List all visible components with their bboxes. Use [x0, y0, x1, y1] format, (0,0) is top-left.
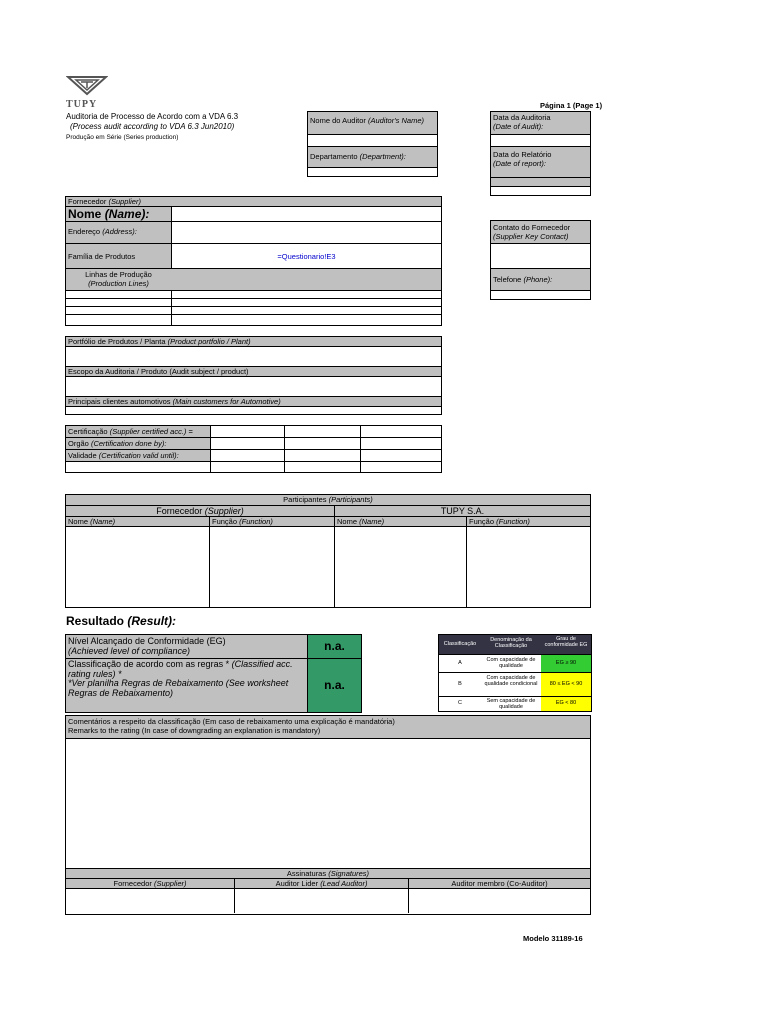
- col-function-supplier-text: Função: [212, 517, 238, 526]
- classification-note: *Ver planilha Regras de Rebaixamento (See worksheet Regras de Rebaixamento): [68, 678, 289, 698]
- col-function-tupy: [467, 517, 590, 526]
- sig-supplier-text: Fornecedor: [113, 879, 152, 888]
- department-field[interactable]: [308, 168, 437, 176]
- participants-entry-area[interactable]: [66, 527, 590, 607]
- col-function-supplier-text-en: (Function): [239, 517, 273, 526]
- address-label: [66, 222, 171, 243]
- audit-date-label: [491, 112, 590, 134]
- address-text-en: (Address):: [102, 227, 137, 236]
- participants-supplier-text-en: (Supplier): [204, 506, 244, 516]
- sig-supplier-text-en: (Supplier): [153, 879, 187, 888]
- production-lines-label: [66, 269, 441, 290]
- classification-value: n.a.: [308, 659, 361, 712]
- phone-text-en: (Phone):: [523, 275, 553, 284]
- classification-text: Classificação de acordo com as regras *: [68, 659, 230, 669]
- production-lines-text-en: (Production Lines): [88, 279, 149, 288]
- audit-scope-field[interactable]: [66, 377, 441, 396]
- certification-box: [65, 425, 442, 473]
- portfolio-text: Portfólio de Produtos / Planta: [68, 337, 166, 346]
- address-field[interactable]: [172, 222, 441, 243]
- participants-header: [66, 495, 590, 505]
- rating-row-c: [438, 697, 592, 712]
- main-customers-label: [66, 397, 441, 406]
- department-text: Departamento: [310, 152, 358, 161]
- certifier-label: [66, 438, 210, 449]
- rating-header-class: Classificação: [443, 641, 477, 647]
- classification-text-en: (Classified acc. rating rules) *: [68, 659, 293, 679]
- auditor-name-field[interactable]: [308, 135, 437, 146]
- supplier-name-text-en: (Name):: [104, 207, 150, 221]
- phone-field[interactable]: [491, 291, 590, 299]
- certifier-text: Orgão: [68, 439, 89, 448]
- comments-header-en: Remarks to the rating (In case of downgrading an explanation is mandatory): [68, 726, 321, 735]
- supplier-header-text: Fornecedor: [68, 197, 107, 206]
- validity-label: [66, 450, 210, 461]
- rating-row-a-class: A: [458, 660, 462, 666]
- rating-header-grade: Grau de conformidade EG: [544, 636, 588, 648]
- validity-text-en: (Certification valid until):: [98, 451, 179, 460]
- department-label: [308, 147, 437, 167]
- main-customers-text: Principais clientes automotivos: [68, 397, 171, 406]
- rating-row-c-class: C: [458, 700, 462, 706]
- result-title-text-en: (Result):: [127, 614, 177, 628]
- rating-row-a: [438, 655, 592, 673]
- signatures-header: [66, 869, 590, 878]
- production-lines-text: Linhas de Produção: [85, 270, 152, 279]
- page-label: Página 1 (Page 1): [540, 101, 603, 110]
- col-function-tupy-text: Função: [469, 517, 495, 526]
- col-name-tupy-text-en: (Name): [359, 517, 385, 526]
- auditor-box: [307, 111, 438, 177]
- report-date-field[interactable]: [491, 178, 590, 186]
- sig-supplier-field[interactable]: [66, 889, 234, 913]
- supplier-contact-text-en: (Supplier Key Contact): [493, 232, 569, 241]
- auditor-name-text: Nome do Auditor: [310, 116, 366, 125]
- certification-label: [66, 426, 210, 437]
- department-text-en: (Department):: [359, 152, 406, 161]
- logo-text: TUPY: [66, 99, 98, 110]
- portfolio-label: [66, 337, 441, 346]
- col-name-tupy: [335, 517, 466, 526]
- certification-equals: =: [188, 427, 193, 436]
- supplier-box: [65, 196, 442, 326]
- col-name-tupy-text: Nome: [337, 517, 358, 526]
- participants-supplier-text: Fornecedor: [156, 506, 203, 516]
- signatures-title: Assinaturas: [286, 869, 327, 878]
- compliance-level-value: n.a.: [308, 635, 361, 658]
- compliance-level-label: [66, 635, 307, 658]
- col-function-tupy-text-en: (Function): [496, 517, 530, 526]
- audit-date-text-en: (Date of Audit):: [493, 122, 544, 131]
- comments-box: [65, 715, 591, 869]
- signatures-box: [65, 869, 591, 915]
- title-line-2: (Process audit according to VDA 6.3 Jun2010): [70, 122, 235, 131]
- col-name-supplier-text: Nome: [68, 517, 89, 526]
- sig-lead-text: Auditor Lider: [275, 879, 319, 888]
- sig-lead-text-en: (Lead Auditor): [320, 879, 368, 888]
- participants-supplier-header: [66, 506, 334, 516]
- rating-row-b-name: Com capacidade de qualidade condicional: [484, 675, 538, 687]
- supplier-name-label: [66, 207, 171, 221]
- result-box: [65, 634, 362, 713]
- company-logo: [66, 74, 108, 110]
- rating-row-b-grade: 80 ≤ EG < 90: [541, 673, 591, 696]
- compliance-level-text: Nível Alcançado de Conformidade (EG): [68, 636, 226, 646]
- report-date-text-en: (Date of report):: [493, 159, 546, 168]
- rating-header-name: Denominação da Classificação: [490, 637, 532, 649]
- comments-header-pt: Comentários a respeito da classificação (Em caso de rebaixamento uma explicação é mandatória): [68, 717, 395, 726]
- audit-date-field[interactable]: [491, 135, 590, 146]
- audit-date-text: Data da Auditoria: [493, 113, 551, 122]
- auditor-name-text-en: (Auditor's Name): [367, 116, 424, 125]
- certification-text-en: (Supplier certified acc.): [109, 427, 187, 436]
- comments-field[interactable]: [67, 740, 591, 870]
- audit-scope-label: Escopo da Auditoria / Produto (Audit subject / product): [66, 367, 441, 376]
- rating-row-b: [438, 673, 592, 697]
- portfolio-field[interactable]: [66, 347, 441, 366]
- sig-lead-field[interactable]: [235, 889, 408, 913]
- supplier-name-field[interactable]: [172, 207, 441, 221]
- compliance-level-text-en: (Achieved level of compliance): [68, 646, 191, 656]
- report-date-text: Data do Relatório: [493, 150, 552, 159]
- participants-title: Participantes: [283, 495, 327, 504]
- participants-tupy-header: TUPY S.A.: [335, 506, 590, 516]
- phone-text: Telefone: [493, 275, 522, 284]
- supplier-header-text-en: (Supplier): [108, 197, 141, 206]
- contact-box: [490, 220, 591, 300]
- sig-co-field[interactable]: [409, 889, 590, 913]
- classification-label: [66, 659, 307, 712]
- result-title: [66, 614, 176, 628]
- participants-box: [65, 494, 591, 608]
- portfolio-box: [65, 336, 442, 415]
- rating-row-a-name: Com capacidade de qualidade: [486, 657, 536, 669]
- product-family-value[interactable]: =Questionario!E3: [277, 252, 336, 261]
- col-name-supplier-text-en: (Name): [90, 517, 116, 526]
- supplier-header: [66, 197, 441, 206]
- main-customers-text-en: (Main customers for Automotive): [172, 397, 281, 406]
- phone-label: [491, 269, 590, 290]
- product-family-label: Família de Produtos: [66, 244, 171, 268]
- title-line-3: Produção em Série (Series production): [66, 134, 179, 141]
- dates-box: [490, 111, 591, 196]
- sig-supplier-label: [66, 879, 234, 888]
- sig-lead-label: [235, 879, 408, 888]
- sig-co-label: Auditor membro (Co-Auditor): [409, 879, 590, 888]
- rating-row-a-grade: EG ≥ 90: [541, 655, 591, 672]
- supplier-contact-label: [491, 221, 590, 243]
- supplier-name-text: Nome: [68, 207, 102, 221]
- address-text: Endereço: [68, 227, 101, 236]
- title-line-1: Auditoria de Processo de Acordo com a VDA 6.3: [66, 112, 239, 121]
- col-name-supplier: [66, 517, 209, 526]
- rating-row-c-name: Sem capacidade de qualidade: [486, 698, 536, 710]
- validity-text: Validade: [68, 451, 97, 460]
- signatures-title-en: (Signatures): [328, 869, 370, 878]
- rating-row-c-grade: EG < 80: [541, 697, 591, 711]
- certification-text: Certificação: [68, 427, 108, 436]
- supplier-contact-text: Contato do Fornecedor: [493, 223, 571, 232]
- result-title-text: Resultado: [66, 614, 125, 628]
- portfolio-text-en: (Product portfolio / Plant): [167, 337, 251, 346]
- rating-row-b-class: B: [458, 681, 462, 687]
- col-function-supplier: [210, 517, 334, 526]
- report-date-label: [491, 147, 590, 177]
- auditor-name-label: [308, 112, 437, 134]
- comments-header: [66, 716, 590, 738]
- certifier-text-en: (Certification done by):: [90, 439, 167, 448]
- participants-title-en: (Participants): [328, 495, 373, 504]
- tupy-logo-icon: [66, 74, 108, 96]
- rating-table: [438, 634, 592, 712]
- footer-model: Modelo 31189-16: [523, 934, 583, 943]
- supplier-contact-field[interactable]: [491, 244, 590, 268]
